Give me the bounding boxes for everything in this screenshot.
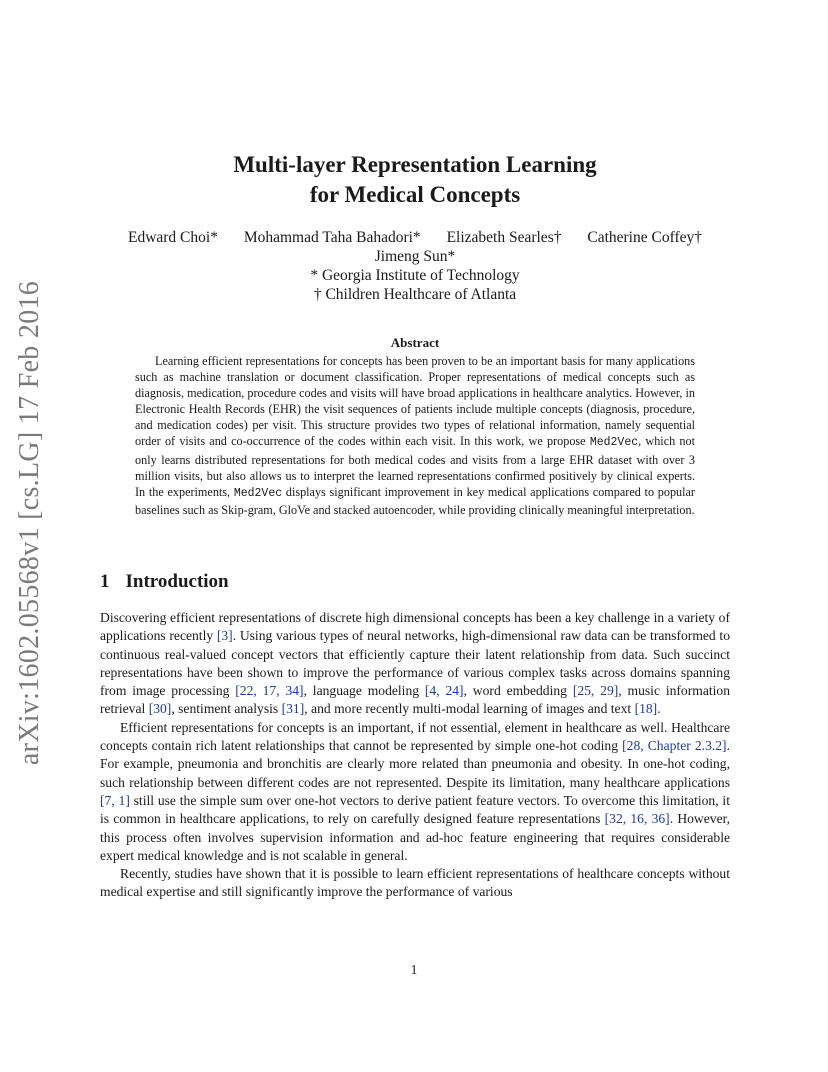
abstract-body — [135, 353, 695, 518]
paragraph-text: , language modeling — [303, 683, 425, 699]
paragraph-text: Discovering efficient representations of discrete high dimensional concepts has been a key challenge in a variety of applications recently — [100, 610, 730, 644]
citation-link[interactable]: [30] — [148, 701, 172, 717]
section-heading — [100, 571, 229, 593]
author-name: Elizabeth Searles† — [446, 229, 562, 246]
paragraph-text: . — [657, 701, 661, 717]
paragraph-text: Efficient representations for concepts is an important, if not essential, element in healthcare as well. Healthcare concepts contain rich latent relationships that cannot be represented by simple one-hot coding — [100, 719, 730, 754]
paragraph-text: Recently, studies have shown that it is possible to learn efficient representations of healthcare concepts without medical expertise and still significantly improve the performance of various — [100, 866, 730, 900]
citation-link[interactable]: [28, Chapter 2.3.2] — [622, 738, 727, 754]
abstract-text: Learning efficient representations for concepts has been proven to be an important basis for many applications such as machine translation or document classification. Proper representations of medical concepts such as diagnosis, medication, procedure codes and visits will have broad applications in healthcare analytics. However, in Electronic Health Records (EHR) the visit sequences of patients include multiple concepts (diagnosis, procedure, and medication codes) per visit. This structure provides two types of relational information, namely sequential order of visits and co-occurrence of the codes within each visit. In this work, we propose — [135, 354, 695, 449]
author-name: Edward Choi* — [127, 229, 218, 246]
citation-link[interactable]: [4, 24] — [424, 683, 464, 699]
paragraph — [100, 865, 730, 902]
introduction-body — [100, 609, 730, 902]
affiliation: † Children Healthcare of Atlanta — [313, 286, 517, 303]
paragraph-text: , word embedding — [463, 683, 573, 699]
paragraph-text: . Using various types of neural networks, high-dimensional raw data can be transformed to continuous real-valued concept vectors that efficiently capture their latent relationship from data. Such succinct representations have been shown to improve the performance of various complex tasks across domains spanning from image processing — [100, 628, 730, 699]
arxiv-identifier-stamp — [8, 280, 52, 766]
paper-title — [100, 150, 730, 210]
paragraph-text: , sentiment analysis — [171, 701, 282, 717]
paragraph — [100, 719, 730, 865]
citation-link[interactable]: [31] — [281, 701, 305, 717]
citation-link[interactable]: [22, 17, 34] — [235, 683, 304, 699]
paragraph-text: , and more recently multi-modal learning of images and text — [304, 701, 635, 717]
paragraph-text: . However, this process often involves supervision information and ad-hoc feature engineering that requires considerable expert medical knowledge and is not scalable in general. — [100, 811, 730, 863]
citation-link[interactable]: [3] — [216, 628, 233, 644]
page-number: 1 — [410, 962, 418, 977]
title-line-1: Multi-layer Representation Learning — [233, 152, 597, 177]
paragraph-text: . For example, pneumonia and bronchitis are clearly more related than pneumonia and obesity. In one-hot coding, such relationship between different codes are not represented. Despite its limitation, many healthcare applications — [100, 738, 730, 790]
author-name: Mohammad Taha Bahadori* — [243, 229, 421, 246]
citation-link[interactable]: [7, 1] — [100, 792, 130, 808]
method-name: Med2Vec — [589, 436, 639, 450]
paragraph — [100, 609, 730, 719]
author-name: Catherine Coffey† — [587, 229, 702, 246]
method-name: Med2Vec — [233, 486, 283, 500]
affiliation: * Georgia Institute of Technology — [310, 267, 520, 284]
paragraph-text: , music information retrieval — [100, 683, 731, 717]
citation-link[interactable]: [32, 16, 36] — [604, 811, 670, 827]
abstract-heading: Abstract — [390, 335, 440, 350]
title-line-2: for Medical Concepts — [309, 182, 521, 207]
citation-link[interactable]: [25, 29] — [572, 683, 619, 699]
author-row — [90, 247, 740, 266]
abstract-text: displays significant improvement in key medical applications compared to popular baselines such as Skip-gram, GloVe and stacked autoencoder, while providing clinically meaningful interpretation. — [135, 484, 695, 517]
author-row — [90, 228, 740, 247]
citation-link[interactable]: [18] — [634, 701, 658, 717]
paragraph-text: still use the simple sum over one-hot vectors to derive patient feature vectors. To overcome this limitation, it is common in healthcare applications, to rely on carefully designed feature representations — [100, 792, 730, 827]
section-title: Introduction — [125, 571, 229, 592]
author-block — [90, 228, 740, 304]
author-name: Jimeng Sun* — [374, 248, 456, 265]
arxiv-identifier-text: arXiv:1602.05568v1 [cs.LG] 17 Feb 2016 — [14, 280, 46, 766]
section-number: 1 — [100, 571, 110, 592]
abstract-text: , which not only learns distributed representations for both medical codes and visits from a large EHR dataset with over 3 million visits, but also allows us to interpret the learned representations confirmed positively by clinical experts. In the experiments, — [135, 434, 696, 499]
